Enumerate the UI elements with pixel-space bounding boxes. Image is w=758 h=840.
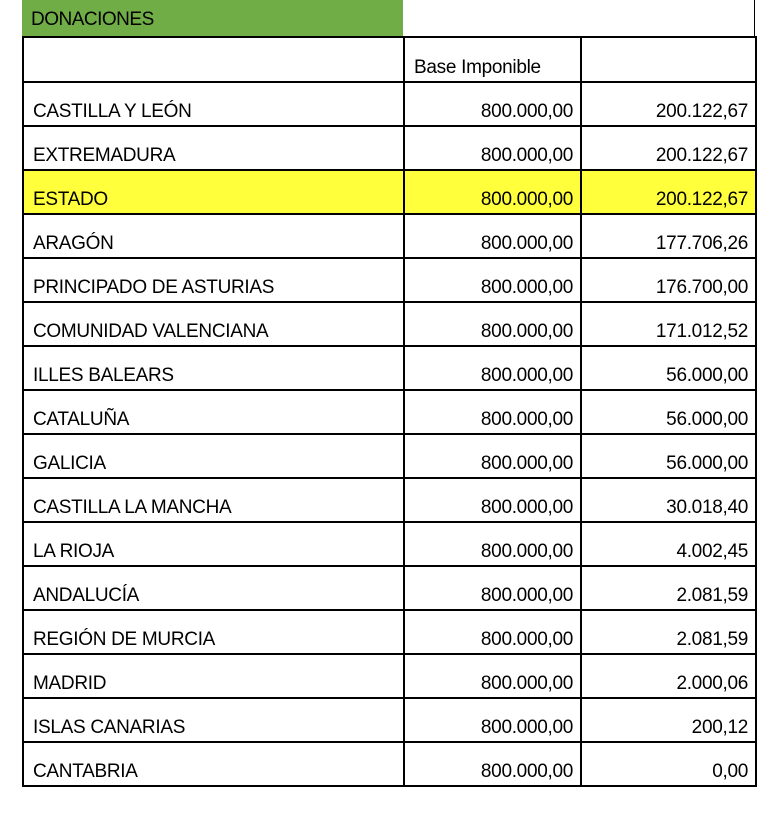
amount-cell[interactable]: 56.000,00 — [581, 346, 756, 390]
header-row — [23, 37, 756, 82]
base-cell[interactable]: 800.000,00 — [404, 170, 581, 214]
amount-cell[interactable]: 200.122,67 — [581, 170, 756, 214]
base-cell[interactable]: 800.000,00 — [404, 302, 581, 346]
region-cell[interactable]: ILLES BALEARS — [23, 346, 404, 390]
donations-table — [22, 36, 757, 787]
region-cell[interactable]: ISLAS CANARIAS — [23, 698, 404, 742]
base-cell[interactable]: 800.000,00 — [404, 390, 581, 434]
table-row — [23, 302, 756, 346]
region-cell[interactable]: GALICIA — [23, 434, 404, 478]
amount-cell[interactable]: 2.000,06 — [581, 654, 756, 698]
region-cell[interactable]: REGIÓN DE MURCIA — [23, 610, 404, 654]
table-row — [23, 698, 756, 742]
header-amount[interactable] — [581, 37, 756, 82]
region-cell[interactable]: MADRID — [23, 654, 404, 698]
header-base-imponible[interactable]: Base Imponible — [404, 37, 581, 82]
table-row — [23, 346, 756, 390]
region-cell[interactable]: COMUNIDAD VALENCIANA — [23, 302, 404, 346]
table-row — [23, 390, 756, 434]
base-cell[interactable]: 800.000,00 — [404, 742, 581, 786]
amount-cell[interactable]: 30.018,40 — [581, 478, 756, 522]
amount-cell[interactable]: 200.122,67 — [581, 82, 756, 126]
table-row — [23, 522, 756, 566]
table-row — [23, 126, 756, 170]
amount-cell[interactable]: 171.012,52 — [581, 302, 756, 346]
table-row — [23, 258, 756, 302]
amount-cell[interactable]: 56.000,00 — [581, 390, 756, 434]
base-cell[interactable]: 800.000,00 — [404, 346, 581, 390]
region-cell[interactable]: PRINCIPADO DE ASTURIAS — [23, 258, 404, 302]
region-cell[interactable]: ARAGÓN — [23, 214, 404, 258]
amount-cell[interactable]: 176.700,00 — [581, 258, 756, 302]
table-row — [23, 478, 756, 522]
amount-cell[interactable]: 200,12 — [581, 698, 756, 742]
region-cell[interactable]: ANDALUCÍA — [23, 566, 404, 610]
base-cell[interactable]: 800.000,00 — [404, 478, 581, 522]
region-cell[interactable]: CANTABRIA — [23, 742, 404, 786]
base-cell[interactable]: 800.000,00 — [404, 258, 581, 302]
sheet-title: DONACIONES — [22, 0, 403, 36]
amount-cell[interactable]: 200.122,67 — [581, 126, 756, 170]
table-row — [23, 654, 756, 698]
base-cell[interactable]: 800.000,00 — [404, 82, 581, 126]
base-cell[interactable]: 800.000,00 — [404, 126, 581, 170]
region-cell[interactable]: ESTADO — [23, 170, 404, 214]
base-cell[interactable]: 800.000,00 — [404, 214, 581, 258]
amount-cell[interactable]: 177.706,26 — [581, 214, 756, 258]
table-row — [23, 82, 756, 126]
cell-border — [754, 0, 755, 36]
table-row — [23, 742, 756, 786]
table-row — [23, 434, 756, 478]
amount-cell[interactable]: 56.000,00 — [581, 434, 756, 478]
table-row — [23, 566, 756, 610]
header-region[interactable] — [23, 37, 404, 82]
table-row — [23, 214, 756, 258]
base-cell[interactable]: 800.000,00 — [404, 434, 581, 478]
base-cell[interactable]: 800.000,00 — [404, 566, 581, 610]
amount-cell[interactable]: 2.081,59 — [581, 566, 756, 610]
base-cell[interactable]: 800.000,00 — [404, 610, 581, 654]
amount-cell[interactable]: 0,00 — [581, 742, 756, 786]
base-cell[interactable]: 800.000,00 — [404, 522, 581, 566]
region-cell[interactable]: LA RIOJA — [23, 522, 404, 566]
region-cell[interactable]: CASTILLA Y LEÓN — [23, 82, 404, 126]
amount-cell[interactable]: 4.002,45 — [581, 522, 756, 566]
region-cell[interactable]: CATALUÑA — [23, 390, 404, 434]
table-row — [23, 170, 756, 214]
amount-cell[interactable]: 2.081,59 — [581, 610, 756, 654]
table-row — [23, 610, 756, 654]
base-cell[interactable]: 800.000,00 — [404, 654, 581, 698]
base-cell[interactable]: 800.000,00 — [404, 698, 581, 742]
region-cell[interactable]: CASTILLA LA MANCHA — [23, 478, 404, 522]
region-cell[interactable]: EXTREMADURA — [23, 126, 404, 170]
